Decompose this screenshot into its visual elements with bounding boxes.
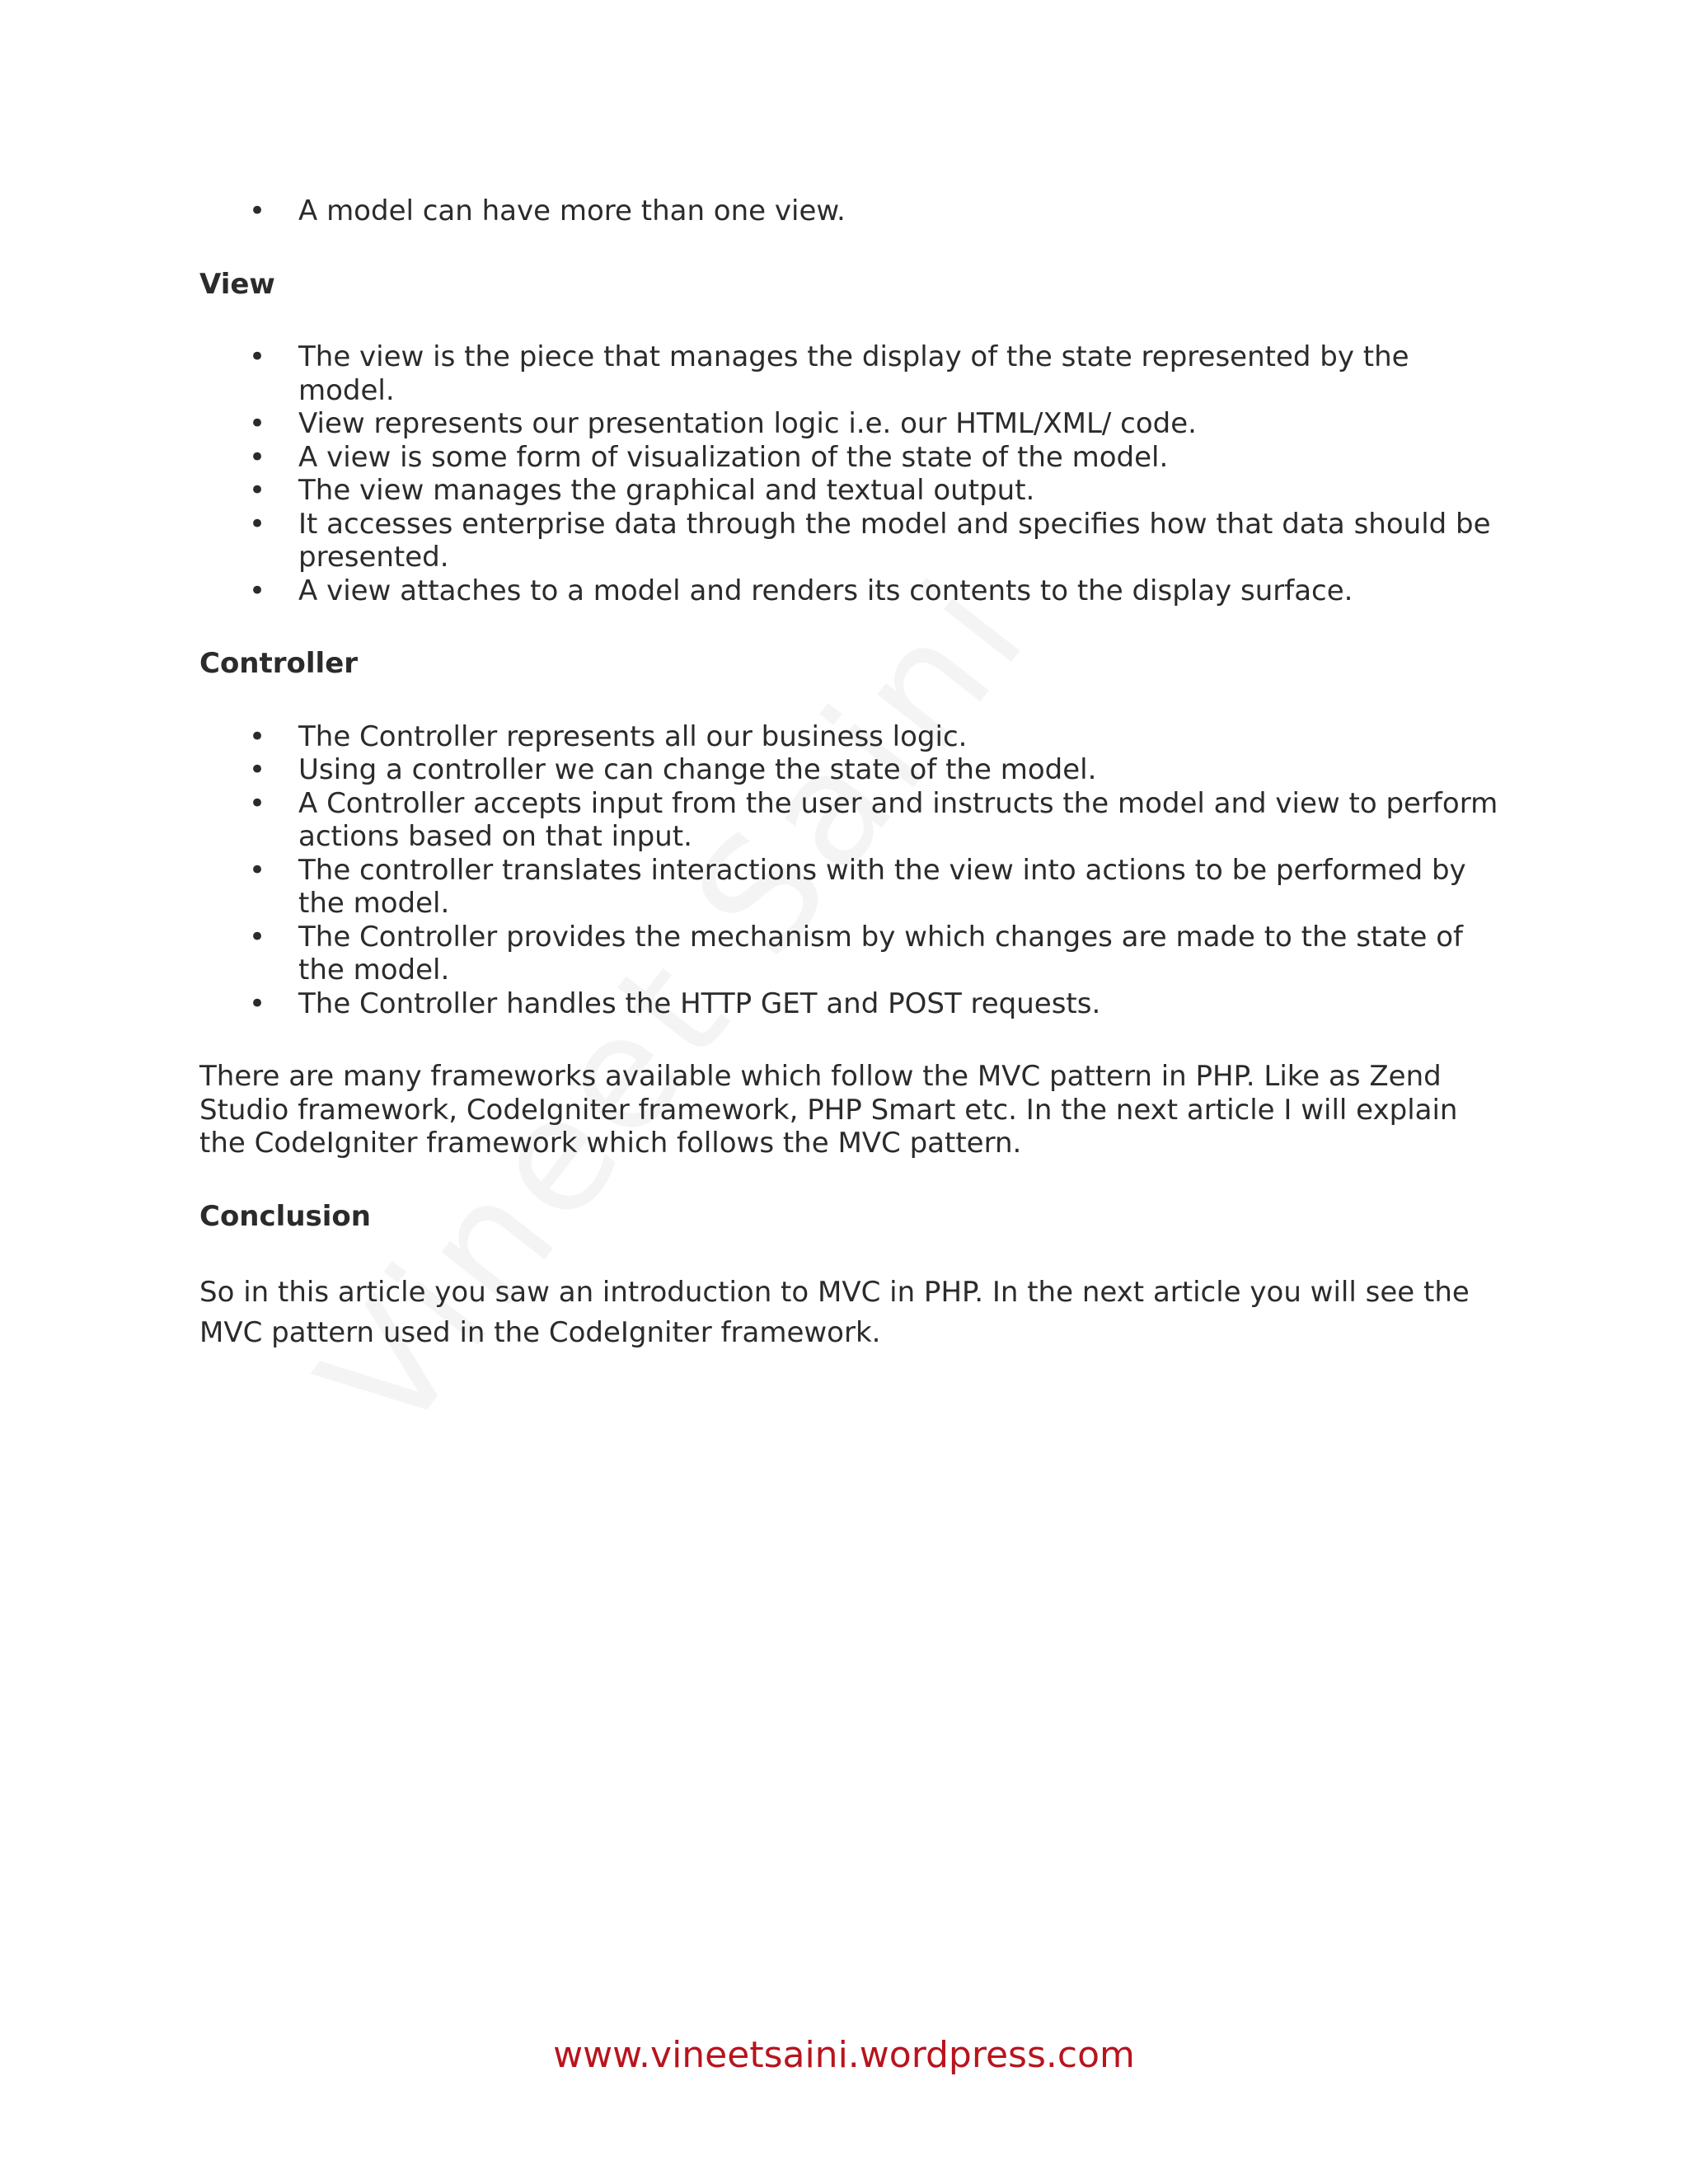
section-heading-view: View [199, 267, 275, 301]
bullet-icon: • [249, 719, 266, 753]
bullet-icon: • [249, 786, 266, 820]
bullet-icon: • [249, 574, 266, 607]
bullet-icon: • [249, 507, 266, 541]
list-item: • The view manages the graphical and textual output. [249, 474, 1035, 507]
model-bullet-list [199, 194, 1502, 228]
frameworks-paragraph: There are many frameworks available which follow the MVC pattern in PHP. Like as Zend Studio framework, CodeIgniter framework, PHP Smart etc. In the next article I will explain the CodeIgniter framework which follows the MVC pattern. [199, 1060, 1458, 1160]
list-item: • The Controller handles the HTTP GET and POST requests. [249, 987, 1101, 1020]
footer-website-link[interactable]: www.vineetsaini.wordpress.com [553, 2034, 1135, 2076]
list-item: • A view attaches to a model and renders its contents to the display surface. [249, 574, 1353, 607]
bullet-icon: • [249, 853, 266, 887]
list-item: • A Controller accepts input from the user and instructs the model and view to perform actions based on that input. [249, 786, 1498, 853]
bullet-icon: • [249, 920, 266, 954]
list-item: • Using a controller we can change the state of the model. [249, 753, 1097, 786]
bullet-icon: • [249, 194, 266, 227]
list-item: • View represents our presentation logic i.e. our HTML/XML/ code. [249, 407, 1197, 440]
bullet-icon: • [249, 340, 266, 373]
bullet-icon: • [249, 474, 266, 507]
controller-bullet-list [199, 720, 1502, 1021]
bullet-icon: • [249, 987, 266, 1020]
list-item: • It accesses enterprise data through the model and specifies how that data should be presented. [249, 507, 1491, 574]
bullet-icon: • [249, 440, 266, 474]
view-bullet-list [199, 340, 1502, 607]
document-body [199, 194, 1502, 1353]
conclusion-paragraph: So in this article you saw an introduction to MVC in PHP. In the next article you will see the MVC pattern used in the CodeIgniter framework. [199, 1276, 1470, 1349]
section-heading-controller: Controller [199, 647, 359, 680]
list-item: • A model can have more than one view. [249, 194, 846, 227]
list-item: • The Controller represents all our business logic. [249, 719, 968, 753]
section-heading-conclusion: Conclusion [199, 1199, 371, 1233]
list-item: • The Controller provides the mechanism by which changes are made to the state of the model. [249, 920, 1463, 987]
bullet-icon: • [249, 753, 266, 786]
list-item: • A view is some form of visualization of the state of the model. [249, 440, 1169, 474]
bullet-icon: • [249, 407, 266, 440]
list-item: • The controller translates interactions with the view into actions to be performed by the model. [249, 853, 1466, 920]
list-item: • The view is the piece that manages the display of the state represented by the model. [249, 340, 1409, 407]
